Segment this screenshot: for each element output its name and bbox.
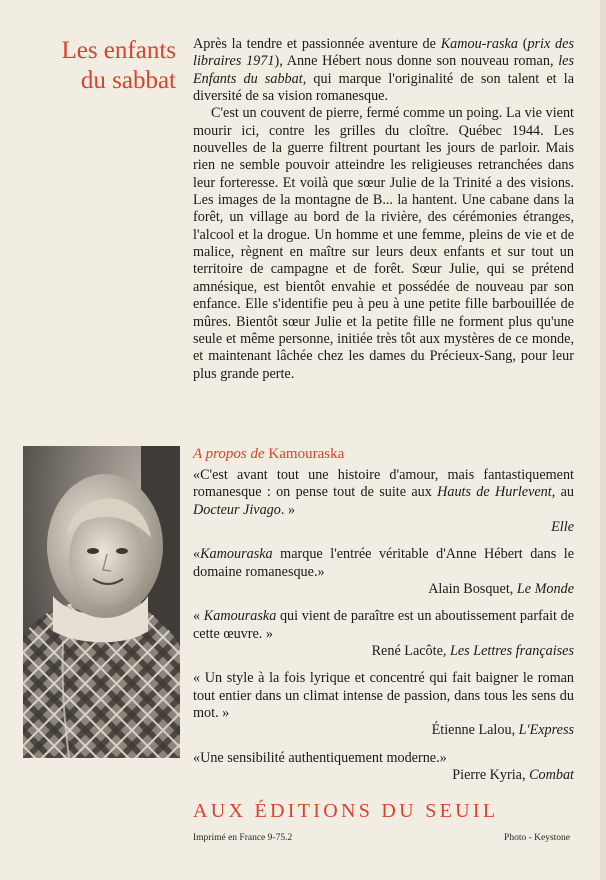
review-quote — [193, 608, 574, 643]
review-author: Étienne Lalou, — [431, 722, 519, 739]
quote-text: « — [193, 608, 204, 625]
book-title — [36, 36, 176, 96]
author-photo — [23, 446, 180, 758]
review-author: Pierre Kyria, — [452, 767, 530, 784]
reviews-heading-prefix: A propos de — [193, 446, 269, 462]
quote-text: , au — [551, 484, 574, 501]
review-publication: Le Monde — [516, 581, 574, 598]
review-publication: L'Express — [518, 722, 574, 739]
quote-title: Hauts de Hurlevent — [437, 484, 552, 501]
review-author: Alain Bosquet, — [428, 581, 517, 598]
photo-credit: Photo - Keystone — [504, 833, 570, 843]
synopsis-text: ( — [517, 36, 528, 52]
review-quote: « Un style à la fois lyrique et concentré qui fait baigner le roman tout entier dans un climat intense de passion, dans tous les sens du mot. » — [193, 670, 574, 722]
review-quote: «Une sensibilité authentiquement moderne.» — [193, 749, 447, 766]
review-lettres-francaises — [193, 608, 574, 660]
quote-title: Docteur Jivago — [193, 501, 281, 518]
reviews-heading-title: Kamouraska — [268, 446, 345, 462]
review-le-monde — [193, 546, 574, 598]
review-combat — [193, 750, 574, 785]
synopsis — [193, 36, 574, 383]
review-source — [193, 722, 574, 739]
publisher-name: AUX ÉDITIONS DU SEUIL — [193, 800, 499, 822]
quote-text: marque l'entrée véritable d'Anne Hébert dans le domaine romanesque.» — [193, 546, 574, 580]
review-source — [193, 767, 574, 784]
book-title-line-2: du sabbat — [80, 67, 176, 94]
review-quote — [193, 467, 574, 519]
review-source — [193, 519, 574, 536]
print-info — [193, 833, 574, 843]
synopsis-paragraph-1 — [193, 36, 574, 105]
review-source — [193, 581, 574, 598]
author-portrait-image — [23, 446, 180, 758]
quote-text: . » — [280, 501, 296, 518]
reviews-heading — [193, 445, 574, 464]
synopsis-paragraph-2: C'est un couvent de pierre, fermé comme un poing. La vie vient mourir ici, contre les grilles du cloître. Québec 1944. Les nouvelles de la guerre filtrent pourtant les jours de parloir. Mais rien ne semble pouvoir atteindre les religieuses retranchées dans leur forteresse. Et voilà que sœur Julie de la Trinité a des visions. Les images de la montagne de B... la hantent. Une cabane dans la forêt, un village au bord de la rivière, des cérémonies étranges, l'alcool et la drogue. Un homme et une femme, pleins de vie et de malice, règnent en maître sur leurs deux enfants et sur tout un territoire de campagne et de forêt. Sœur Julie, qui se prétend amnésique, est bientôt envahie et possédée de nouveau par son enfance. Elle s'identifie peu à peu à une petite fille barbouillée de mûres. Bientôt sœur Julie et la petite fille ne forment plus qu'une seule et même personne, initiée très tôt aux mystères de ce monde, et maintenant lâchée chez les dames du Précieux-Sang, pour leur plus grande perte. — [193, 105, 574, 382]
printed-in: Imprimé en France 9-75.2 — [193, 833, 293, 843]
quote-title: Kamouraska — [200, 546, 273, 563]
review-publication: Elle — [551, 519, 574, 536]
quote-text: qui vient de paraître est un aboutissement parfait de cette œuvre. » — [193, 608, 575, 642]
page-edge — [600, 0, 606, 880]
synopsis-text: , qui marque l'originalité de son talent et la diversité de sa vision romanesque. — [193, 70, 574, 105]
quote-text: « — [193, 546, 201, 563]
review-publication: Combat — [529, 767, 574, 784]
quote-title: Kamouraska — [203, 608, 277, 625]
synopsis-text: ), Anne Hébert nous donne son nouveau roman, — [274, 53, 559, 70]
synopsis-title-enfants: les Enfants du sabbat — [193, 53, 574, 87]
synopsis-title-kamouraska: Kamou-raska — [440, 36, 518, 52]
review-lexpress — [193, 670, 574, 739]
review-elle — [193, 467, 574, 536]
synopsis-text: Après la tendre et passionnée aventure de — [193, 36, 441, 52]
review-quote — [193, 546, 574, 581]
review-publication: Les Lettres françaises — [449, 643, 574, 660]
review-source — [193, 643, 574, 660]
synopsis-prize: prix des libraires 1971 — [193, 36, 574, 70]
quote-text: «C'est avant tout une histoire d'amour, mais fantastiquement romanesque : on pense tout de suite aux — [193, 467, 574, 501]
book-title-line-1: Les enfants — [61, 37, 176, 64]
review-author: René Lacôte, — [371, 643, 450, 660]
reviews-section — [193, 445, 574, 795]
